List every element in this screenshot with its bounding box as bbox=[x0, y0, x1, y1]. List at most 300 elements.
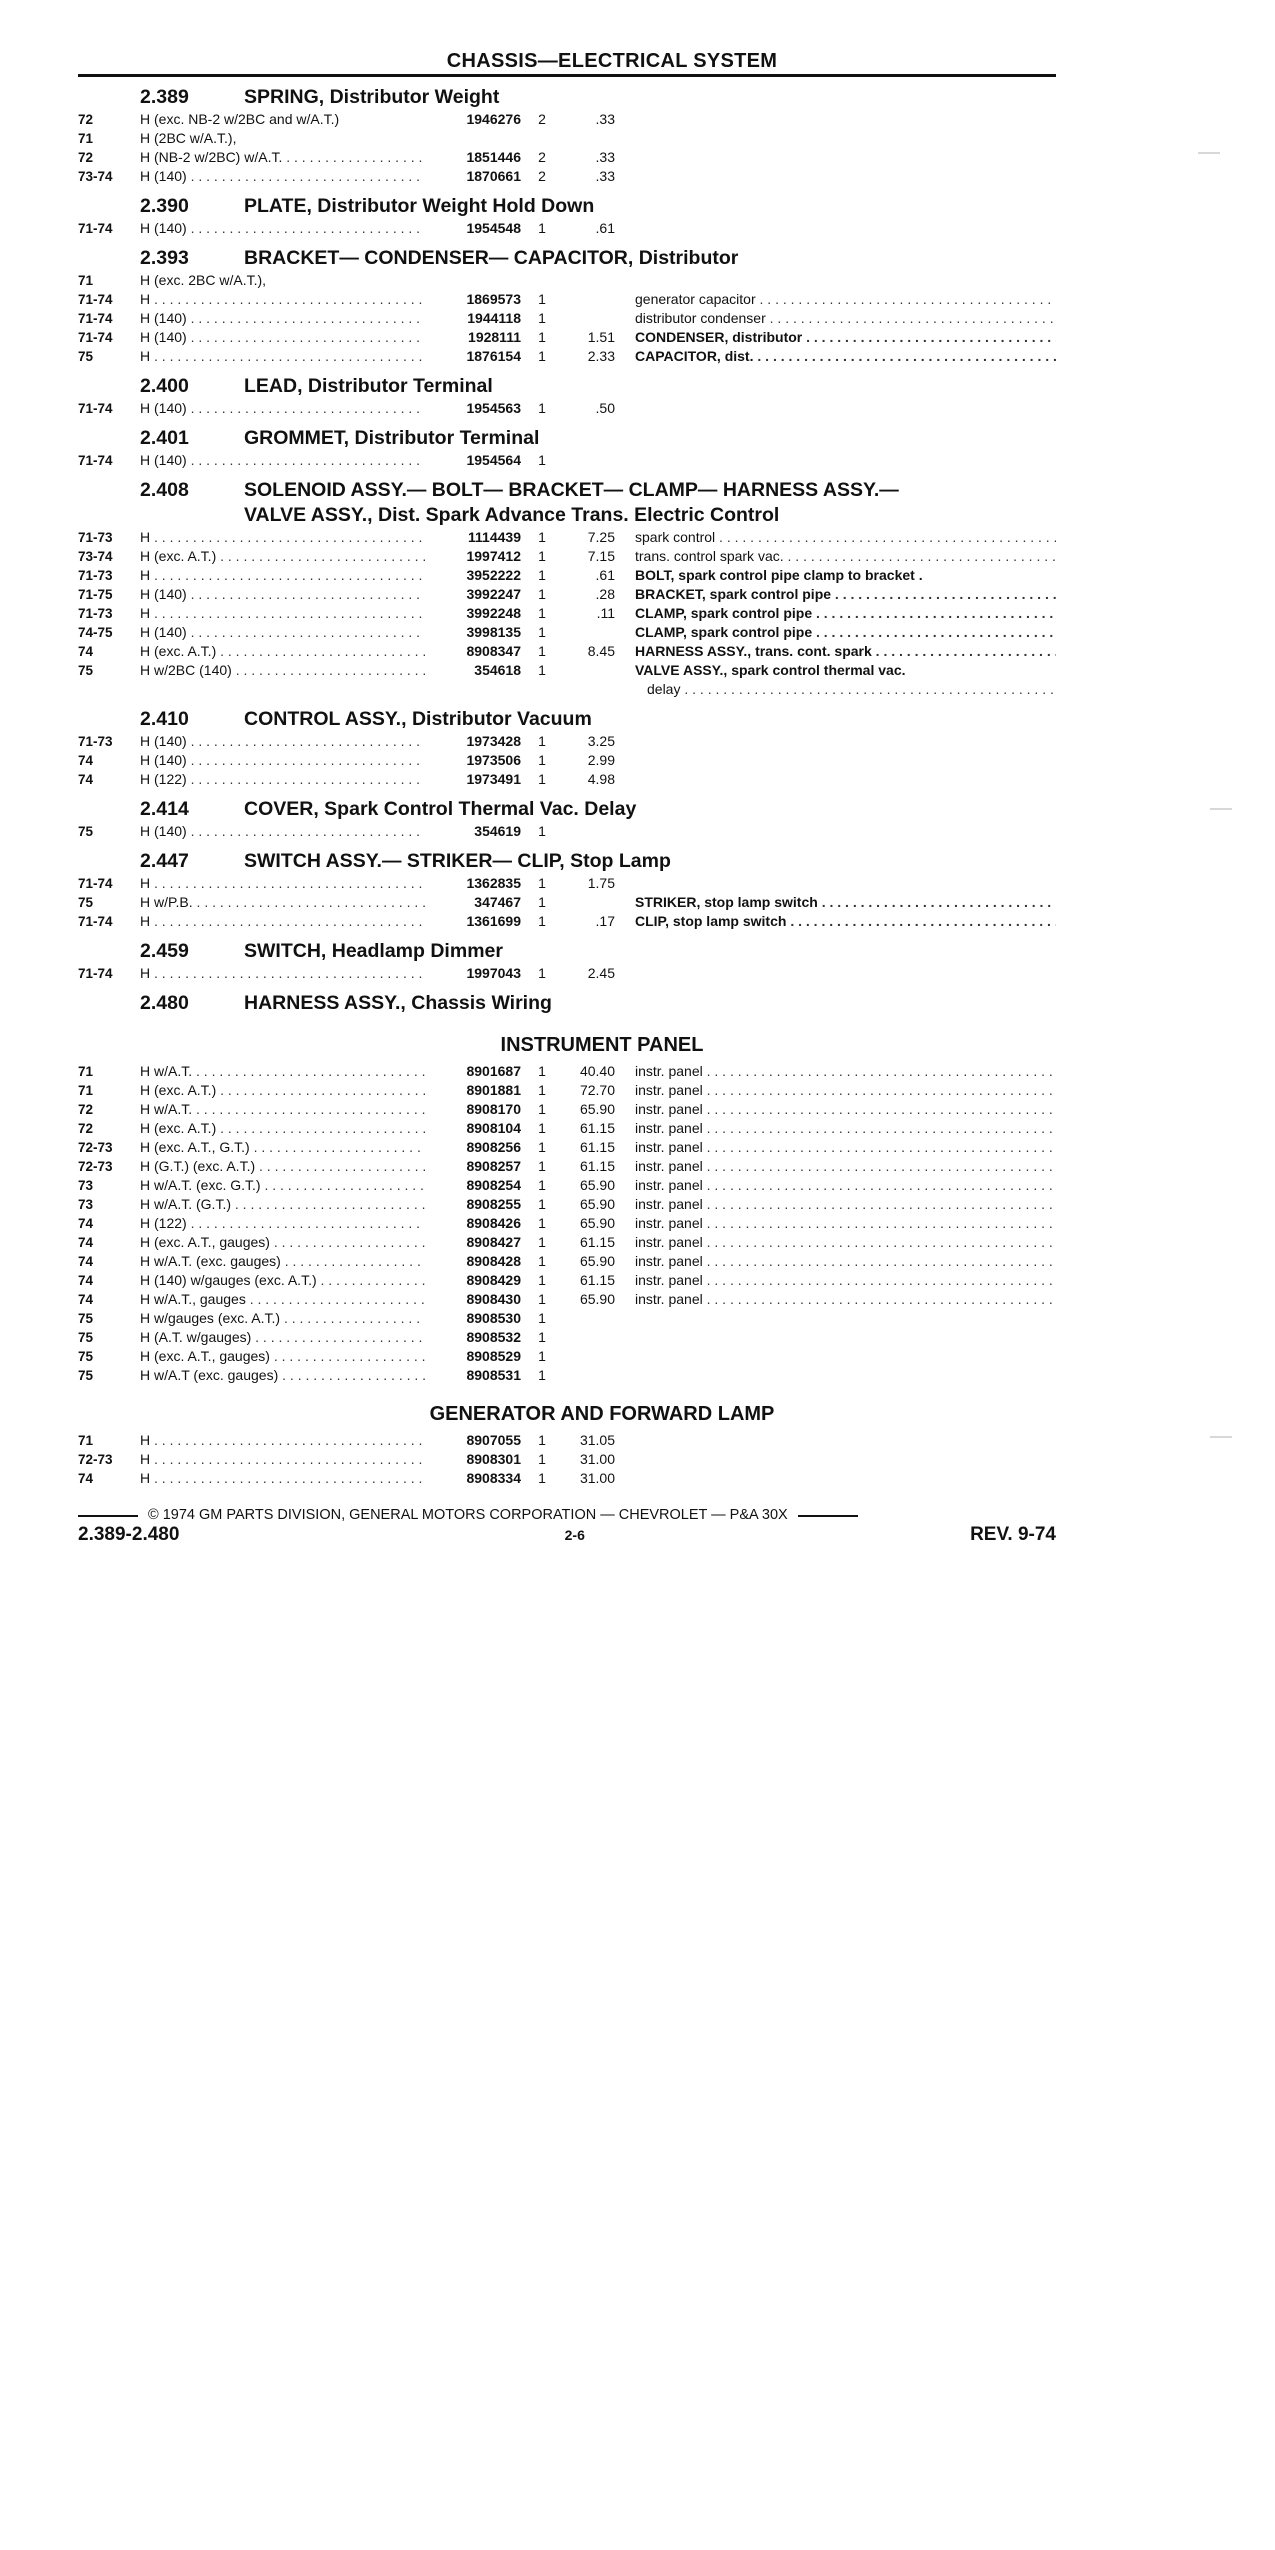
model-description: H (140) . . . bbox=[140, 167, 425, 186]
section-title: GENERATOR AND FORWARD LAMP bbox=[429, 1403, 775, 1425]
quantity: 1 bbox=[538, 567, 546, 583]
table-row bbox=[78, 271, 1056, 290]
year-range: 72-73 bbox=[78, 1452, 113, 1467]
price: 65.90 bbox=[579, 1215, 615, 1231]
price: 2.45 bbox=[587, 965, 615, 981]
page-number: 2-6 bbox=[564, 1527, 585, 1543]
model-description: H (140) . . . bbox=[140, 328, 425, 347]
table-row bbox=[78, 822, 1056, 841]
section-title: INSTRUMENT PANEL bbox=[500, 1034, 704, 1056]
part-name: distributor condenser . . . bbox=[615, 309, 1056, 328]
table-row bbox=[78, 309, 1056, 328]
year-range: 71-74 bbox=[78, 453, 113, 468]
part-number: 3952222 bbox=[466, 567, 521, 583]
group-title-text: LEAD, Distributor Terminal bbox=[244, 375, 493, 397]
quantity: 1 bbox=[538, 894, 546, 910]
table-row bbox=[78, 1214, 1056, 1233]
part-number: 1954563 bbox=[466, 400, 521, 416]
table-row bbox=[78, 1119, 1056, 1138]
model-description: H (140) w/gauges (exc. A.T.) . . . bbox=[140, 1271, 425, 1290]
price: .61 bbox=[595, 567, 615, 583]
price: 61.15 bbox=[579, 1234, 615, 1250]
quantity: 1 bbox=[538, 1234, 546, 1250]
year-range: 71-73 bbox=[78, 606, 113, 621]
price: 31.05 bbox=[579, 1432, 615, 1448]
quantity: 1 bbox=[538, 1215, 546, 1231]
table-row bbox=[78, 1138, 1056, 1157]
table-row bbox=[78, 770, 1056, 789]
table-row bbox=[78, 751, 1056, 770]
table-row bbox=[78, 1366, 1056, 1385]
year-range: 74 bbox=[78, 1254, 94, 1269]
model-description: H . . . bbox=[140, 874, 425, 893]
part-name: instr. panel . . . bbox=[615, 1233, 1056, 1252]
catalog-body bbox=[78, 85, 1056, 1488]
group-title bbox=[244, 707, 1056, 732]
year-range: 71-74 bbox=[78, 401, 113, 416]
model-description: H w/A.T. (G.T.) . . . bbox=[140, 1195, 425, 1214]
table-row bbox=[78, 167, 1056, 186]
part-number: 8908529 bbox=[466, 1348, 521, 1364]
table-row bbox=[78, 129, 1056, 148]
revision-date: REV. 9-74 bbox=[970, 1524, 1056, 1545]
price: 2.99 bbox=[587, 752, 615, 768]
year-range: 71-74 bbox=[78, 330, 113, 345]
part-number: 8901881 bbox=[466, 1082, 521, 1098]
part-number: 8908531 bbox=[466, 1367, 521, 1383]
price: 1.75 bbox=[587, 875, 615, 891]
table-row bbox=[78, 1290, 1056, 1309]
group-title bbox=[244, 246, 1056, 271]
group-number: 2.400 bbox=[140, 375, 189, 397]
year-range: 73 bbox=[78, 1197, 94, 1212]
year-range: 71-73 bbox=[78, 734, 113, 749]
group-title bbox=[244, 849, 1056, 874]
group-title bbox=[244, 426, 1056, 451]
group-title-text: SWITCH, Headlamp Dimmer bbox=[244, 940, 503, 962]
year-range: 74 bbox=[78, 1235, 94, 1250]
year-range: 71-73 bbox=[78, 568, 113, 583]
year-range: 74 bbox=[78, 1292, 94, 1307]
quantity: 1 bbox=[538, 348, 546, 364]
model-description: H w/A.T (exc. gauges) . . . bbox=[140, 1366, 425, 1385]
part-number: 8908429 bbox=[466, 1272, 521, 1288]
model-description: H w/A.T. . . . bbox=[140, 1100, 425, 1119]
part-name: instr. panel . . . bbox=[615, 1138, 1056, 1157]
year-range: 75 bbox=[78, 1368, 94, 1383]
model-description: H (exc. 2BC w/A.T.), bbox=[140, 272, 267, 288]
part-number: 8901687 bbox=[466, 1063, 521, 1079]
part-name: instr. panel . . . bbox=[615, 1214, 1056, 1233]
model-description: H (exc. A.T., gauges) . . . bbox=[140, 1347, 425, 1366]
quantity: 1 bbox=[538, 1139, 546, 1155]
table-row bbox=[78, 328, 1056, 347]
model-description: H (NB-2 w/2BC) w/A.T. . . . bbox=[140, 148, 425, 167]
part-name: instr. panel . . . bbox=[615, 1062, 1056, 1081]
page-footer bbox=[78, 1524, 1056, 1546]
quantity: 1 bbox=[538, 1451, 546, 1467]
quantity: 1 bbox=[538, 965, 546, 981]
quantity: 1 bbox=[538, 1063, 546, 1079]
quantity: 1 bbox=[538, 1082, 546, 1098]
part-number: 1997412 bbox=[466, 548, 521, 564]
part-name: spark control . . . bbox=[615, 528, 1056, 547]
part-name: instr. panel . . . bbox=[615, 1290, 1056, 1309]
price: .28 bbox=[595, 586, 615, 602]
quantity: 1 bbox=[538, 548, 546, 564]
quantity: 1 bbox=[538, 1253, 546, 1269]
part-number: 8908254 bbox=[466, 1177, 521, 1193]
quantity: 1 bbox=[538, 1101, 546, 1117]
group-heading bbox=[140, 374, 1056, 399]
part-number: 1973491 bbox=[466, 771, 521, 787]
group-title-text: BRACKET— CONDENSER— CAPACITOR, Distributor bbox=[244, 247, 739, 269]
model-description: H (140) . . . bbox=[140, 623, 425, 642]
quantity: 1 bbox=[538, 823, 546, 839]
part-group bbox=[78, 374, 1056, 418]
table-row bbox=[78, 1450, 1056, 1469]
part-number: 1997043 bbox=[466, 965, 521, 981]
group-number: 2.447 bbox=[140, 850, 189, 872]
part-name: instr. panel . . . bbox=[615, 1271, 1056, 1290]
part-name: CLAMP, spark control pipe . . . bbox=[615, 623, 1056, 642]
table-row bbox=[78, 399, 1056, 418]
quantity: 1 bbox=[538, 1196, 546, 1212]
part-number: 1954564 bbox=[466, 452, 521, 468]
part-number: 3992247 bbox=[466, 586, 521, 602]
group-number: 2.401 bbox=[140, 427, 189, 449]
group-title bbox=[244, 797, 1056, 822]
group-number: 2.390 bbox=[140, 195, 189, 217]
year-range: 72 bbox=[78, 150, 94, 165]
part-name: instr. panel . . . bbox=[615, 1157, 1056, 1176]
year-range: 72-73 bbox=[78, 1140, 113, 1155]
table-row bbox=[78, 290, 1056, 309]
price: 65.90 bbox=[579, 1196, 615, 1212]
model-description: H . . . bbox=[140, 566, 425, 585]
table-row bbox=[78, 1081, 1056, 1100]
group-title bbox=[244, 939, 1056, 964]
year-range: 75 bbox=[78, 1330, 94, 1345]
part-name: instr. panel . . . bbox=[615, 1119, 1056, 1138]
year-range: 72 bbox=[78, 1102, 94, 1117]
year-range: 71-74 bbox=[78, 221, 113, 236]
quantity: 1 bbox=[538, 220, 546, 236]
model-description: H (exc. A.T., G.T.) . . . bbox=[140, 1138, 425, 1157]
part-group bbox=[78, 85, 1056, 186]
year-range: 74 bbox=[78, 644, 94, 659]
part-number: 1928111 bbox=[468, 329, 521, 345]
part-name: trans. control spark vac. . . . bbox=[615, 547, 1056, 566]
part-number: 8908334 bbox=[466, 1470, 521, 1486]
price: 8.45 bbox=[587, 643, 615, 659]
part-name: STRIKER, stop lamp switch . . . bbox=[615, 893, 1056, 912]
year-range: 73-74 bbox=[78, 549, 113, 564]
margin-mark bbox=[1210, 808, 1232, 810]
quantity: 1 bbox=[538, 1329, 546, 1345]
quantity: 1 bbox=[538, 624, 546, 640]
price: 65.90 bbox=[579, 1253, 615, 1269]
price: 61.15 bbox=[579, 1158, 615, 1174]
table-row bbox=[78, 623, 1056, 642]
price: 40.40 bbox=[579, 1063, 615, 1079]
group-heading bbox=[140, 85, 1056, 110]
model-description: H . . . bbox=[140, 290, 425, 309]
table-row bbox=[78, 1062, 1056, 1081]
model-description: H (exc. A.T., gauges) . . . bbox=[140, 1233, 425, 1252]
part-number: 8908347 bbox=[466, 643, 521, 659]
part-number: 8908426 bbox=[466, 1215, 521, 1231]
part-number: 1869573 bbox=[466, 291, 521, 307]
quantity: 1 bbox=[538, 662, 546, 678]
table-row bbox=[78, 893, 1056, 912]
part-number: 1954548 bbox=[466, 220, 521, 236]
part-group bbox=[78, 246, 1056, 366]
table-row bbox=[78, 604, 1056, 623]
group-number: 2.480 bbox=[140, 992, 189, 1014]
quantity: 1 bbox=[538, 771, 546, 787]
part-number: 8908532 bbox=[466, 1329, 521, 1345]
year-range: 74 bbox=[78, 772, 94, 787]
table-row bbox=[78, 1431, 1056, 1450]
part-name: BOLT, spark control pipe clamp to bracket . bbox=[635, 567, 923, 583]
year-range: 75 bbox=[78, 349, 94, 364]
group-number: 2.459 bbox=[140, 940, 189, 962]
table-row bbox=[78, 566, 1056, 585]
catalog-page bbox=[78, 48, 1056, 1546]
year-range: 72 bbox=[78, 112, 94, 127]
catalog-section bbox=[78, 1032, 1056, 1385]
table-row bbox=[78, 964, 1056, 983]
model-description: H (exc. A.T.) . . . bbox=[140, 1081, 425, 1100]
model-description: H . . . bbox=[140, 347, 425, 366]
part-name: CAPACITOR, dist. . . . bbox=[615, 347, 1056, 366]
table-row bbox=[78, 1271, 1056, 1290]
model-description: H (140) . . . bbox=[140, 732, 425, 751]
price: 72.70 bbox=[579, 1082, 615, 1098]
price: 31.00 bbox=[579, 1451, 615, 1467]
part-number: 1851446 bbox=[466, 149, 521, 165]
part-group bbox=[78, 797, 1056, 841]
part-number: 8908301 bbox=[466, 1451, 521, 1467]
year-range: 71 bbox=[78, 131, 94, 146]
quantity: 1 bbox=[538, 1120, 546, 1136]
part-number: 8907055 bbox=[466, 1432, 521, 1448]
model-description: H . . . bbox=[140, 528, 425, 547]
year-range: 75 bbox=[78, 895, 94, 910]
price: 7.25 bbox=[587, 529, 615, 545]
part-group bbox=[78, 707, 1056, 789]
model-description: H (140) . . . bbox=[140, 451, 425, 470]
copyright-line bbox=[78, 1506, 1056, 1524]
year-range: 75 bbox=[78, 824, 94, 839]
part-name: generator capacitor . . . bbox=[615, 290, 1056, 309]
price: 61.15 bbox=[579, 1272, 615, 1288]
part-name: CLAMP, spark control pipe . . . bbox=[615, 604, 1056, 623]
year-range: 71-74 bbox=[78, 966, 113, 981]
group-heading bbox=[140, 939, 1056, 964]
part-name: delay . . . bbox=[615, 680, 1056, 699]
quantity: 1 bbox=[538, 1432, 546, 1448]
group-title-text: SWITCH ASSY.— STRIKER— CLIP, Stop Lamp bbox=[244, 850, 671, 872]
quantity: 1 bbox=[538, 400, 546, 416]
table-row bbox=[78, 874, 1056, 893]
quantity: 1 bbox=[538, 1310, 546, 1326]
part-number: 1973428 bbox=[466, 733, 521, 749]
group-title bbox=[244, 194, 1056, 219]
quantity: 1 bbox=[538, 913, 546, 929]
quantity: 2 bbox=[538, 149, 546, 165]
group-number: 2.393 bbox=[140, 247, 189, 269]
price: .11 bbox=[596, 605, 615, 621]
quantity: 1 bbox=[538, 752, 546, 768]
part-number: 8908256 bbox=[466, 1139, 521, 1155]
group-title-text: COVER, Spark Control Thermal Vac. Delay bbox=[244, 798, 637, 820]
year-range: 75 bbox=[78, 1311, 94, 1326]
part-number: 1973506 bbox=[466, 752, 521, 768]
part-number: 1944118 bbox=[467, 310, 521, 326]
part-name: instr. panel . . . bbox=[615, 1100, 1056, 1119]
price: 3.25 bbox=[587, 733, 615, 749]
group-range: 2.389-2.480 bbox=[78, 1524, 180, 1545]
price: .61 bbox=[595, 220, 615, 236]
part-number: 1876154 bbox=[466, 348, 521, 364]
year-range: 74 bbox=[78, 753, 94, 768]
footer-rule-left bbox=[78, 1507, 138, 1517]
quantity: 1 bbox=[538, 1272, 546, 1288]
model-description: H (122) . . . bbox=[140, 770, 425, 789]
model-description: H (122) . . . bbox=[140, 1214, 425, 1233]
group-number: 2.414 bbox=[140, 798, 189, 820]
year-range: 74-75 bbox=[78, 625, 113, 640]
table-row bbox=[78, 1195, 1056, 1214]
part-group bbox=[78, 194, 1056, 238]
part-number: 1114439 bbox=[468, 529, 521, 545]
model-description: H (A.T. w/gauges) . . . bbox=[140, 1328, 425, 1347]
table-row bbox=[78, 528, 1056, 547]
part-name: instr. panel . . . bbox=[615, 1176, 1056, 1195]
copyright-text: © 1974 GM PARTS DIVISION, GENERAL MOTORS CORPORATION — CHEVROLET — P&A 30X bbox=[148, 1507, 788, 1523]
table-row bbox=[78, 219, 1056, 238]
table-row bbox=[78, 1469, 1056, 1488]
part-number: 1362835 bbox=[466, 875, 521, 891]
model-description: H (exc. NB-2 w/2BC and w/A.T.) bbox=[140, 111, 340, 127]
part-number: 8908428 bbox=[466, 1253, 521, 1269]
part-number: 3998135 bbox=[466, 624, 521, 640]
year-range: 71-74 bbox=[78, 311, 113, 326]
year-range: 75 bbox=[78, 1349, 94, 1364]
table-row bbox=[78, 148, 1056, 167]
year-range: 71-74 bbox=[78, 914, 113, 929]
quantity: 1 bbox=[538, 291, 546, 307]
year-range: 71-75 bbox=[78, 587, 113, 602]
group-number: 2.408 bbox=[140, 479, 189, 501]
part-number: 8908257 bbox=[466, 1158, 521, 1174]
quantity: 2 bbox=[538, 168, 546, 184]
model-description: H (140) . . . bbox=[140, 822, 425, 841]
year-range: 74 bbox=[78, 1471, 94, 1486]
table-row bbox=[78, 1233, 1056, 1252]
year-range: 71 bbox=[78, 273, 94, 288]
part-number: 8908530 bbox=[466, 1310, 521, 1326]
table-row bbox=[78, 547, 1056, 566]
price: 7.15 bbox=[587, 548, 615, 564]
model-description: H w/A.T., gauges . . . bbox=[140, 1290, 425, 1309]
part-number: 1870661 bbox=[466, 168, 521, 184]
model-description: H . . . bbox=[140, 604, 425, 623]
part-group bbox=[78, 939, 1056, 983]
year-range: 74 bbox=[78, 1273, 94, 1288]
part-number: 347467 bbox=[474, 894, 521, 910]
quantity: 1 bbox=[538, 1291, 546, 1307]
price: .33 bbox=[595, 149, 615, 165]
group-heading bbox=[140, 707, 1056, 732]
group-title-text: CONTROL ASSY., Distributor Vacuum bbox=[244, 708, 592, 730]
quantity: 1 bbox=[538, 310, 546, 326]
group-heading bbox=[140, 849, 1056, 874]
model-description: H . . . bbox=[140, 964, 425, 983]
model-description: H (G.T.) (exc. A.T.) . . . bbox=[140, 1157, 425, 1176]
part-name: BRACKET, spark control pipe . . . bbox=[615, 585, 1056, 604]
table-row bbox=[78, 661, 1056, 680]
year-range: 71-74 bbox=[78, 876, 113, 891]
year-range: 72-73 bbox=[78, 1159, 113, 1174]
table-row bbox=[78, 110, 1056, 129]
table-row bbox=[78, 1328, 1056, 1347]
price: 65.90 bbox=[579, 1291, 615, 1307]
group-number: 2.410 bbox=[140, 708, 189, 730]
year-range: 73-74 bbox=[78, 169, 113, 184]
quantity: 1 bbox=[538, 329, 546, 345]
price: 65.90 bbox=[579, 1177, 615, 1193]
price: .33 bbox=[595, 111, 615, 127]
table-row bbox=[78, 680, 1056, 699]
quantity: 1 bbox=[538, 605, 546, 621]
model-description: H w/P.B. . . . bbox=[140, 893, 425, 912]
year-range: 75 bbox=[78, 663, 94, 678]
part-number: 8908170 bbox=[466, 1101, 521, 1117]
group-number: 2.389 bbox=[140, 86, 189, 108]
quantity: 1 bbox=[538, 529, 546, 545]
quantity: 1 bbox=[538, 1367, 546, 1383]
quantity: 1 bbox=[538, 875, 546, 891]
model-description: H (140) . . . bbox=[140, 751, 425, 770]
part-name: HARNESS ASSY., trans. cont. spark . . . bbox=[615, 642, 1056, 661]
model-description: H (2BC w/A.T.), bbox=[140, 130, 237, 146]
margin-mark bbox=[1198, 152, 1220, 154]
model-description: H w/2BC (140) . . . bbox=[140, 661, 425, 680]
year-range: 71-73 bbox=[78, 530, 113, 545]
part-name: instr. panel . . . bbox=[615, 1252, 1056, 1271]
group-title-text: SPRING, Distributor Weight bbox=[244, 86, 500, 108]
part-name: CONDENSER, distributor . . . bbox=[615, 328, 1056, 347]
year-range: 71 bbox=[78, 1433, 94, 1448]
model-description: H (exc. A.T.) . . . bbox=[140, 1119, 425, 1138]
year-range: 71-74 bbox=[78, 292, 113, 307]
price: .17 bbox=[595, 913, 615, 929]
quantity: 1 bbox=[538, 733, 546, 749]
part-name: VALVE ASSY., spark control thermal vac. bbox=[635, 662, 906, 678]
year-range: 71 bbox=[78, 1083, 94, 1098]
table-row bbox=[78, 347, 1056, 366]
model-description: H (exc. A.T.) . . . bbox=[140, 642, 425, 661]
table-row bbox=[78, 1157, 1056, 1176]
table-row bbox=[78, 642, 1056, 661]
part-number: 3992248 bbox=[466, 605, 521, 621]
margin-mark bbox=[1210, 1436, 1232, 1438]
part-number: 354619 bbox=[474, 823, 521, 839]
group-heading bbox=[140, 194, 1056, 219]
